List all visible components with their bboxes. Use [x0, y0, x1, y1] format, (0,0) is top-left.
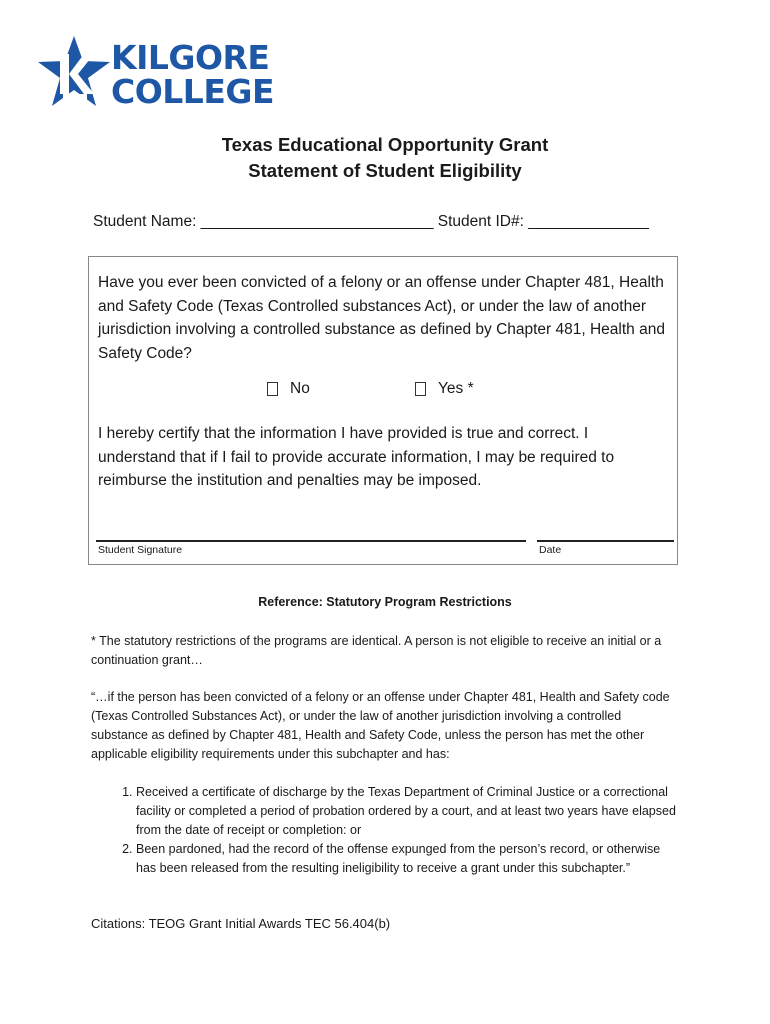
reference-paragraph-1: * The statutory restrictions of the programs are identical. A person is not eligible to receive an initial or a continuation grant…: [91, 634, 662, 667]
kilgore-college-logo: [36, 34, 274, 114]
student-signature-line[interactable]: [96, 540, 526, 542]
date-label: Date: [539, 544, 562, 556]
kc-star-emblem-icon: [36, 34, 112, 114]
certification-statement: I hereby certify that the information I have provided is true and correct. I understand that if I fail to provide accurate information, I may be required to reimburse the institution and penalties may be imposed.: [98, 425, 615, 489]
no-checkbox[interactable]: [267, 382, 278, 396]
student-signature-label: Student Signature: [98, 544, 183, 556]
logo-wordmark-line1: KILGORE: [111, 38, 270, 77]
list-item: 2. Been pardoned, had the record of the offense expunged from the person’s record, or otherwise has been released from the resulting ineligibility to receive a grant under this subchapter.”: [136, 840, 679, 878]
date-line[interactable]: [537, 540, 674, 542]
option-no-label: No: [290, 380, 310, 397]
option-yes-label: Yes *: [438, 380, 474, 397]
option-no[interactable]: [267, 380, 310, 398]
reference-title: Reference: Statutory Program Restrictions: [258, 595, 512, 609]
felony-question: Have you ever been convicted of a felony or an offense under Chapter 481, Health and Safety Code (Texas Controlled substances Act), or under the law of another jurisdiction involving a controlled substance as defined by Chapter 481, Health and Safety Code?: [98, 274, 665, 362]
logo-wordmark-line2: COLLEGE: [111, 72, 274, 111]
citation: Citations: TEOG Grant Initial Awards TEC 56.404(b): [91, 916, 391, 931]
reference-paragraph-2: “…if the person has been convicted of a felony or an offense under Chapter 481, Health and Safety code (Texas Controlled Substances Act), or under the law of another jurisdiction involving a controlled substance as defined by Chapter 481, Health and Safety Code, unless the person has met the other applicable eligibility requirements under this subchapter and has:: [91, 690, 670, 761]
title-line1: Texas Educational Opportunity Grant: [221, 134, 549, 155]
form-title: [0, 132, 770, 184]
list-item: 1. Received a certificate of discharge by the Texas Department of Criminal Justice or a correctional facility or completed a period of probation ordered by a court, and at least two years have elapsed from the date of receipt or completion: or: [136, 783, 679, 840]
student-name-id-fields[interactable]: Student Name: ___________________________ Student ID#: ______________: [93, 213, 649, 230]
option-yes[interactable]: [415, 380, 474, 398]
yes-checkbox[interactable]: [415, 382, 426, 396]
title-line2: Statement of Student Eligibility: [248, 160, 522, 181]
restriction-list: [91, 783, 679, 878]
eligibility-question-box: [88, 256, 678, 565]
